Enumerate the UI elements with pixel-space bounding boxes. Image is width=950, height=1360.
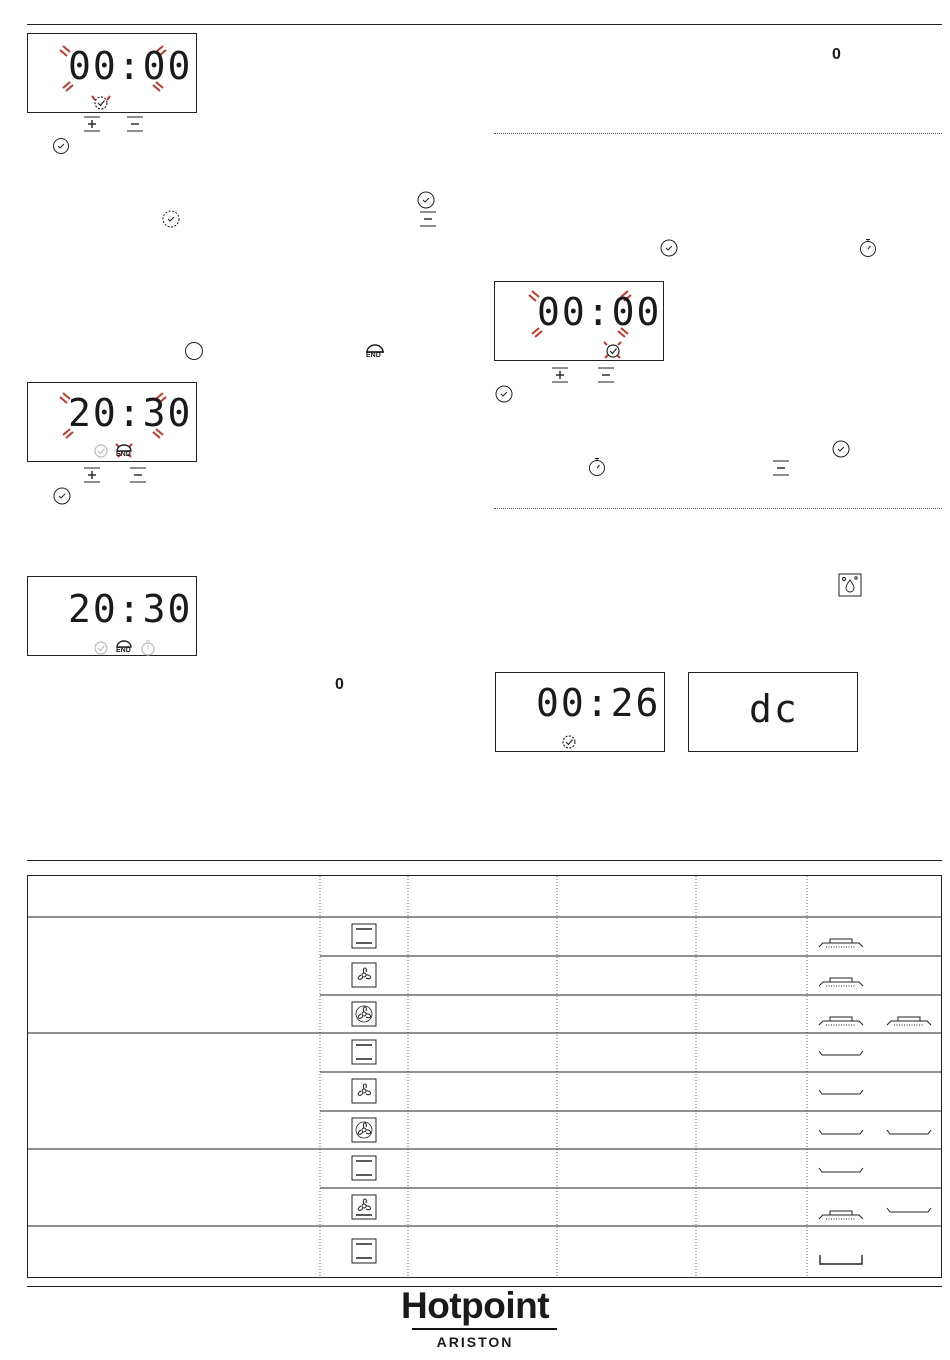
- grid-with-tray-icon: [886, 1016, 932, 1028]
- minus-button-icon[interactable]: [597, 367, 615, 388]
- display-time: 00:00: [537, 290, 662, 334]
- fan-assisted-icon: [351, 1117, 377, 1143]
- clock-icon: [831, 439, 851, 464]
- clock-icon: [494, 384, 514, 409]
- timer-icon: [858, 237, 878, 264]
- tray-icon: [886, 1206, 932, 1214]
- plus-button-icon[interactable]: [83, 116, 101, 137]
- end-label: END: [116, 647, 131, 654]
- display-panel-end-time-flashing: [27, 382, 197, 462]
- plus-button-icon[interactable]: [83, 467, 101, 488]
- brand-logo: Hotpoint: [400, 1285, 550, 1326]
- conventional-icon: [351, 923, 377, 949]
- delay-clock-icon: [161, 209, 181, 234]
- minus-button-icon: [419, 211, 437, 232]
- timer-icon: [587, 456, 607, 483]
- display-panel-dc: [688, 672, 858, 752]
- minus-button-icon[interactable]: [129, 467, 147, 488]
- display-panel-timer-setting: [494, 281, 664, 361]
- grid-with-tray-icon: [818, 1210, 864, 1222]
- grid-with-tray-icon: [818, 1016, 864, 1028]
- inline-zero-left: 0: [335, 676, 344, 693]
- minus-button-icon[interactable]: [126, 116, 144, 137]
- grid-with-tray-icon: [818, 977, 864, 989]
- clock-icon: [52, 486, 72, 511]
- table-top-rule: [27, 860, 942, 861]
- display-time: 20:30: [68, 587, 193, 631]
- display-panel-countdown: [495, 672, 665, 752]
- clock-icon: [659, 238, 679, 263]
- grid-with-tray-icon: [818, 938, 864, 950]
- eco-clean-icon: [838, 573, 862, 602]
- display-panel-end-time-set: [27, 576, 197, 656]
- brand-sub-logo: ARISTON: [436, 1334, 514, 1350]
- display-time: 00:00: [68, 44, 193, 88]
- dotted-separator: [494, 508, 942, 509]
- end-label: END: [366, 352, 381, 359]
- cooking-table: [27, 875, 942, 1278]
- plus-button-icon[interactable]: [551, 367, 569, 388]
- conventional-icon: [351, 1039, 377, 1065]
- fan-assisted-icon: [351, 1001, 377, 1027]
- tray-icon: [818, 1166, 864, 1174]
- tray-icon: [886, 1128, 932, 1136]
- display-text: dc: [749, 687, 799, 731]
- tray-icon: [818, 1088, 864, 1096]
- display-time: 20:30: [68, 391, 193, 435]
- clock-icon: [52, 137, 70, 160]
- inline-zero-top: 0: [832, 46, 841, 63]
- end-label: END: [116, 451, 131, 458]
- tray-icon: [818, 1049, 864, 1057]
- conventional-icon: [351, 1238, 377, 1264]
- table-grid: [28, 876, 941, 1277]
- top-rule: [27, 24, 942, 25]
- brand-divider: [412, 1328, 557, 1330]
- display-panel-clock-setting: [27, 33, 197, 113]
- conventional-icon: [351, 1155, 377, 1181]
- minus-button-icon: [772, 460, 790, 481]
- display-time: 00:26: [536, 681, 661, 725]
- fan-bottom-icon: [351, 1194, 377, 1220]
- deep-tray-icon: [818, 1254, 864, 1266]
- empty-circle-icon: [184, 341, 204, 366]
- end-icon: [364, 341, 386, 368]
- dotted-separator: [494, 133, 942, 134]
- tray-icon: [818, 1128, 864, 1136]
- fan-icon: [351, 1078, 377, 1104]
- fan-icon: [351, 962, 377, 988]
